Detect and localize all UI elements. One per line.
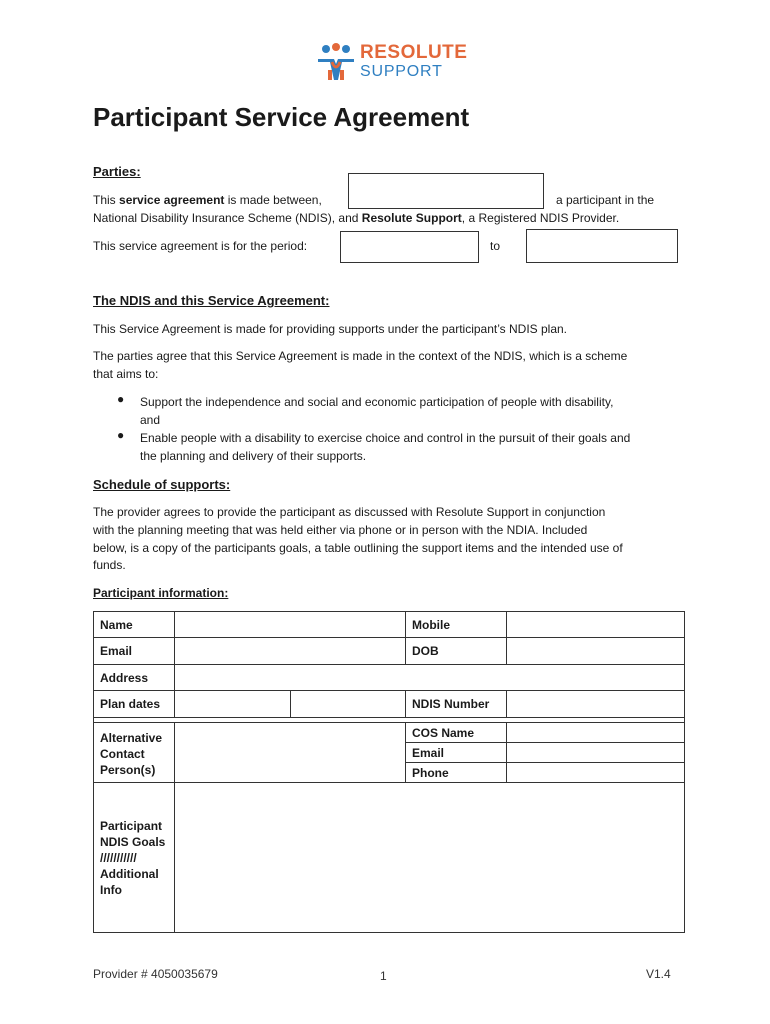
period-start-field[interactable]: [340, 231, 479, 263]
goals-label-line: Info: [100, 882, 122, 897]
table-row: [94, 665, 685, 691]
dob-field[interactable]: [507, 638, 685, 665]
alt-contact-label-line: Person(s): [100, 762, 156, 777]
table-row: [94, 638, 685, 665]
period-label: This service agreement is for the period:: [93, 239, 308, 253]
version-label: V1.4: [646, 967, 671, 981]
dob-label: DOB: [406, 638, 507, 665]
logo-text-support: SUPPORT: [360, 63, 443, 80]
ndis-bullet-1-line-2: and: [140, 413, 161, 427]
plan-dates-label: Plan dates: [94, 691, 175, 718]
name-label: Name: [94, 612, 175, 638]
ndis-bullet-2-line-2: the planning and delivery of their supports.: [140, 449, 367, 463]
parties-text: , a Registered NDIS Provider.: [461, 211, 620, 225]
ndis-bullet-1-line-1: Support the independence and social and economic participation of people with disability,: [140, 395, 614, 409]
cos-phone-field[interactable]: [507, 763, 685, 783]
goals-label-line: ///////////: [100, 850, 137, 865]
email-field[interactable]: [175, 638, 406, 665]
logo-text-resolute: RESOLUTE: [360, 42, 468, 63]
resolute-support-logo: [316, 42, 468, 84]
cos-email-label: Email: [406, 743, 507, 763]
table-row: [94, 612, 685, 638]
plan-start-field[interactable]: [175, 691, 291, 718]
participant-name-field[interactable]: [348, 173, 544, 209]
parties-line-1: [93, 191, 322, 209]
parties-text: National Disability Insurance Scheme (NDIS), and: [93, 211, 362, 225]
participant-info-heading: Participant information:: [93, 586, 229, 600]
alt-contact-label: [94, 723, 175, 783]
goals-label-line: Additional: [100, 866, 159, 881]
table-row: [94, 783, 685, 933]
provider-number: Provider # 4050035679: [93, 967, 218, 981]
period-end-field[interactable]: [526, 229, 678, 263]
page-title: Participant Service Agreement: [93, 102, 470, 132]
cos-name-label: COS Name: [406, 723, 507, 743]
parties-bold-text: Resolute Support: [361, 211, 462, 225]
goals-field[interactable]: [175, 783, 685, 933]
parties-line-1-suffix: a participant in the: [556, 193, 655, 207]
ndis-number-field[interactable]: [507, 691, 685, 718]
ndis-para-2-line-1: The parties agree that this Service Agreement is made in the context of the NDIS, which is a scheme: [93, 349, 628, 363]
table-row: [94, 723, 685, 743]
ndis-number-label: NDIS Number: [406, 691, 507, 718]
bullet-icon: ●: [117, 392, 125, 406]
parties-bold-text: service agreement: [119, 193, 225, 207]
parties-text: This: [93, 193, 120, 207]
goals-label-line: NDIS Goals: [100, 834, 166, 849]
schedule-line-4: funds.: [93, 558, 126, 572]
goals-label-line: Participant: [100, 818, 163, 833]
alt-contact-label-line: Alternative: [100, 730, 163, 745]
address-label: Address: [94, 665, 175, 691]
table-row: [94, 691, 685, 718]
cos-name-field[interactable]: [507, 723, 685, 743]
bullet-icon: ●: [117, 428, 125, 442]
plan-end-field[interactable]: [291, 691, 406, 718]
page-number: 1: [380, 969, 387, 983]
goals-label: [94, 783, 175, 933]
schedule-heading: Schedule of supports:: [93, 477, 231, 492]
parties-text: is made between,: [224, 193, 322, 207]
ndis-para-2-line-2: that aims to:: [93, 367, 159, 381]
address-field[interactable]: [175, 665, 685, 691]
ndis-bullet-2-line-1: Enable people with a disability to exercise choice and control in the pursuit of their goals and: [140, 431, 631, 445]
name-field[interactable]: [175, 612, 406, 638]
alt-contact-label-line: Contact: [100, 746, 145, 761]
schedule-line-1: The provider agrees to provide the participant as discussed with Resolute Support in conjunction: [93, 505, 606, 519]
parties-heading: Parties:: [93, 164, 141, 179]
period-to-label: to: [490, 239, 501, 253]
cos-email-field[interactable]: [507, 743, 685, 763]
people-logo-icon: [316, 42, 356, 82]
ndis-para-1: This Service Agreement is made for providing supports under the participant’s NDIS plan.: [93, 322, 568, 336]
participant-info-table: [93, 611, 685, 933]
parties-line-2: [93, 209, 619, 227]
mobile-label: Mobile: [406, 612, 507, 638]
schedule-line-3: below, is a copy of the participants goals, a table outlining the support items and the intended use of: [93, 541, 623, 555]
cos-phone-label: Phone: [406, 763, 507, 783]
mobile-field[interactable]: [507, 612, 685, 638]
ndis-section-heading: The NDIS and this Service Agreement:: [93, 293, 330, 308]
email-label: Email: [94, 638, 175, 665]
schedule-line-2: with the planning meeting that was held either via phone or in person with the NDIA. Included: [93, 523, 588, 537]
alt-contact-field[interactable]: [175, 723, 406, 783]
